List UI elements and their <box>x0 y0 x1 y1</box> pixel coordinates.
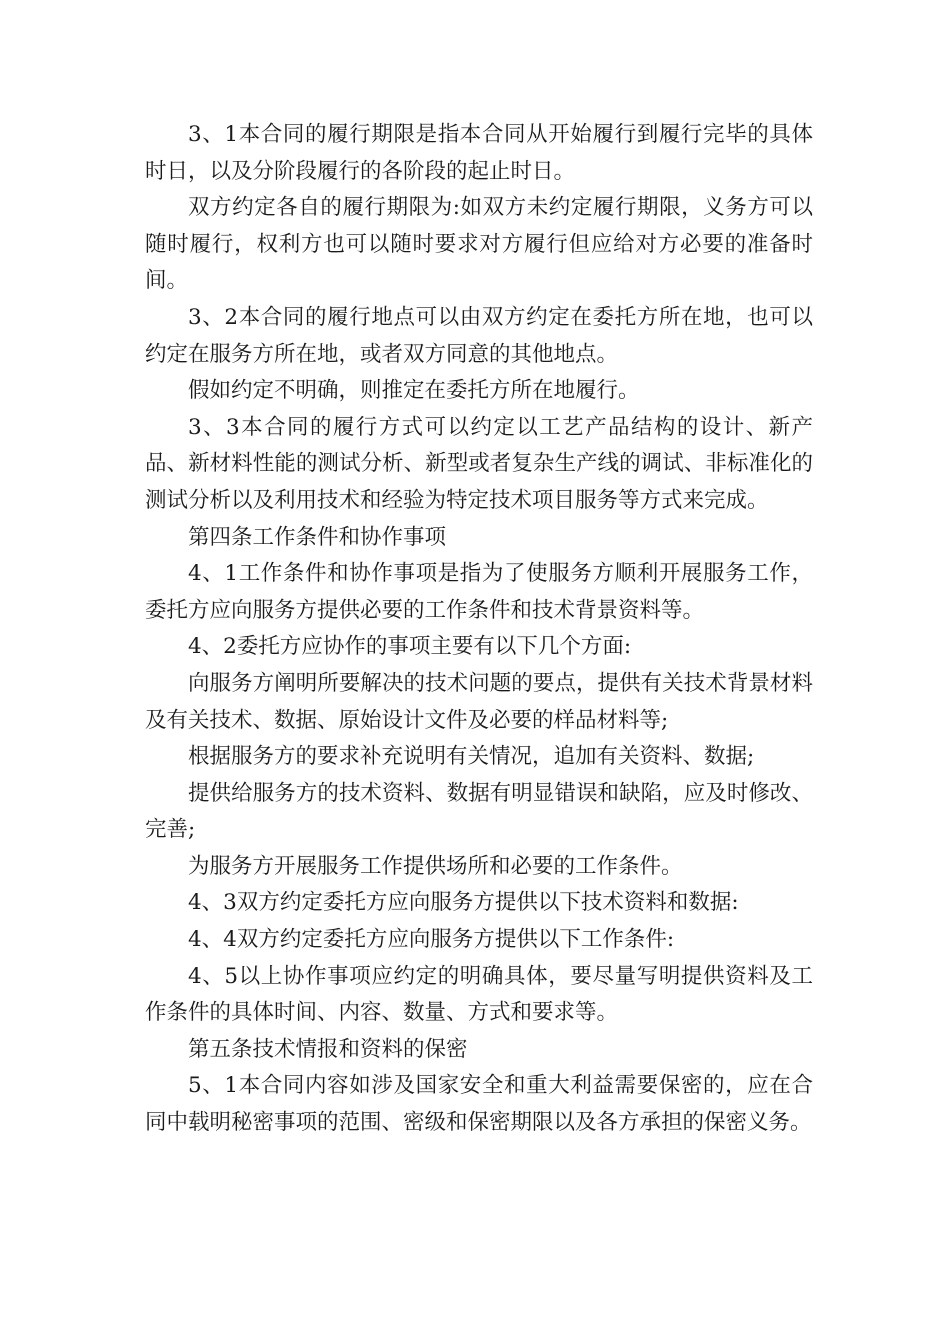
section-heading-article-5: 第五条技术情报和资料的保密 <box>188 1036 468 1062</box>
paragraph-5-1: 5、1本合同内容如涉及国家安全和重大利益需要保密的，应在合同中载明秘密事项的范围、密级和保密期限以及各方承担的保密义务。 <box>145 1073 813 1136</box>
document-body <box>145 117 813 1142</box>
paragraph-3-1: 3、1本合同的履行期限是指本合同从开始履行到履行完毕的具体时日，以及分阶段履行的各阶段的起止时日。 <box>145 122 813 184</box>
paragraph-3-3: 3、3本合同的履行方式可以约定以工艺产品结构的设计、新产品、新材料性能的测试分析、新型或者复杂生产线的调试、非标准化的测试分析以及利用技术和经验为特定技术项目服务等方式来完成。 <box>145 414 813 513</box>
paragraph-4-2-item-3: 提供给服务方的技术资料、数据有明显错误和缺陷，应及时修改、完善; <box>145 780 813 843</box>
paragraph-4-2-item-2: 根据服务方的要求补充说明有关情况，追加有关资料、数据; <box>188 744 755 770</box>
paragraph-4-1: 4、1工作条件和协作事项是指为了使服务方顺利开展服务工作，委托方应向服务方提供必要的工作条件和技术背景资料等。 <box>145 561 813 623</box>
paragraph-4-2: 4、2委托方应协作的事项主要有以下几个方面: <box>188 634 632 660</box>
paragraph-4-3: 4、3双方约定委托方应向服务方提供以下技术资料和数据: <box>188 890 739 916</box>
paragraph-3-1-agreement: 双方约定各自的履行期限为:如双方未约定履行期限，义务方可以随时履行，权利方也可以随时要求对方履行但应给对方必要的准备时间。 <box>145 195 813 294</box>
section-heading-article-4: 第四条工作条件和协作事项 <box>188 524 447 550</box>
paragraph-4-4: 4、4双方约定委托方应向服务方提供以下工作条件: <box>188 927 675 953</box>
paragraph-4-5: 4、5以上协作事项应约定的明确具体，要尽量写明提供资料及工作条件的具体时间、内容、数量、方式和要求等。 <box>145 963 813 1026</box>
paragraph-4-2-item-1: 向服务方阐明所要解决的技术问题的要点，提供有关技术背景材料及有关技术、数据、原始设计文件及必要的样品材料等; <box>145 670 813 733</box>
paragraph-3-2: 3、2本合同的履行地点可以由双方约定在委托方所在地，也可以约定在服务方所在地，或者双方同意的其他地点。 <box>145 304 813 367</box>
paragraph-4-2-item-4: 为服务方开展服务工作提供场所和必要的工作条件。 <box>188 853 683 879</box>
paragraph-3-2-default: 假如约定不明确，则推定在委托方所在地履行。 <box>188 378 640 404</box>
